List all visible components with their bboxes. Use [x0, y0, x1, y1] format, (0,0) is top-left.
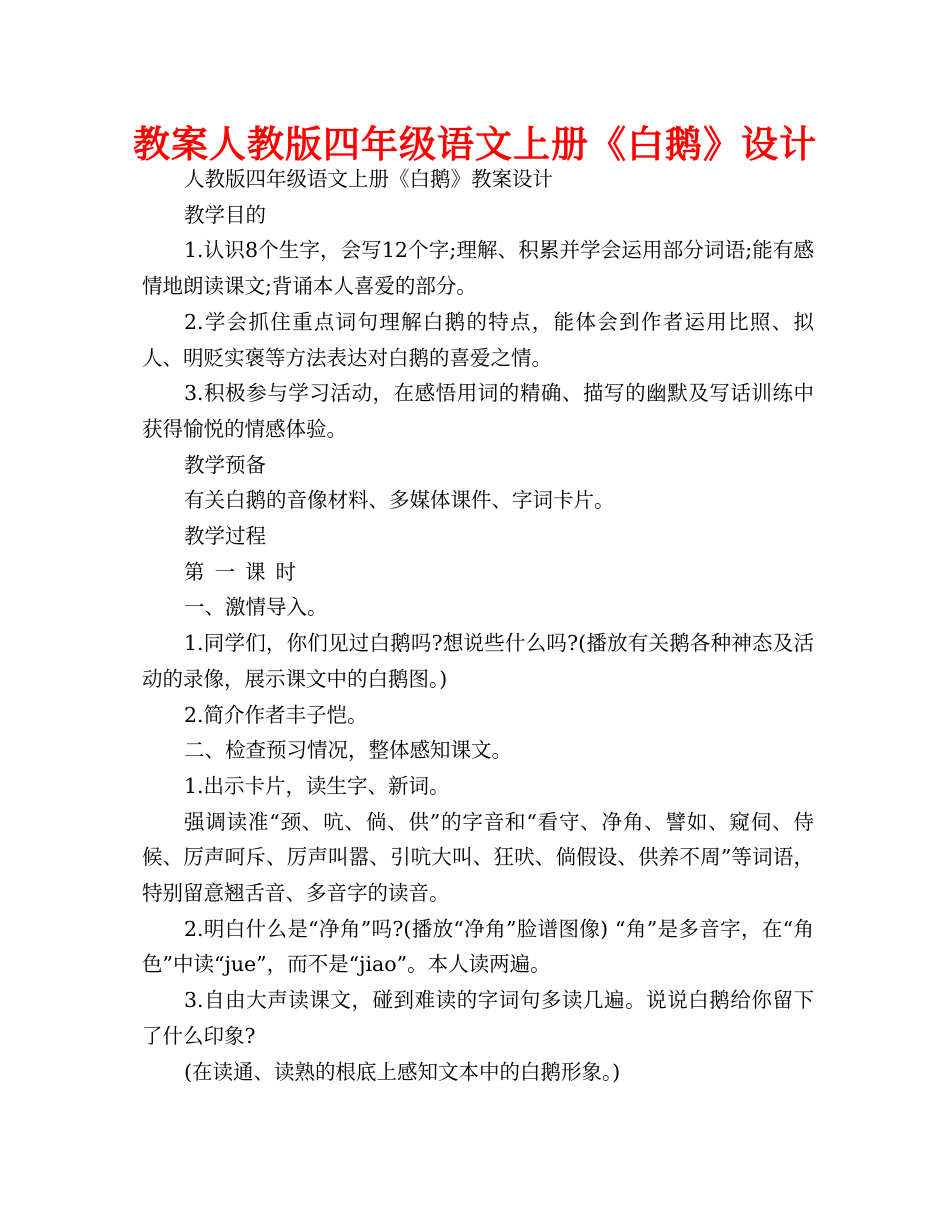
step-heading-2: 二、检查预习情况，整体感知课文。	[184, 738, 512, 763]
document-title: 教案人教版四年级语文上册《白鹅》设计	[133, 123, 817, 166]
document-body	[142, 162, 814, 1090]
step-paragraph-2-1: 1.出示卡片，读生字、新词。	[184, 773, 450, 798]
subtitle-paragraph: 人教版四年级语文上册《白鹅》教案设计	[184, 167, 553, 191]
step-heading-1: 一、激情导入。	[184, 595, 328, 620]
step-paragraph-1-1: 1.同学们，你们见过白鹅吗?想说些什么吗?(播放有关鹅各种神态及活动的录像，展示课文中的白鹅图。)	[142, 631, 814, 691]
step-paragraph-1-2: 2.简介作者丰子恺。	[184, 702, 368, 727]
step-paragraph-2-2: 2.明白什么是“净角”吗?(播放“净角”脸谱图像) “角”是多音字，在“角色”中读“jue”，而不是“jiao”。本人读两遍。	[142, 916, 814, 977]
objective-paragraph-1: 1.认识8个生字，会写12个字;理解、积累并学会运用部分词语;能有感情地朗读课文;背诵本人喜爱的部分。	[142, 238, 814, 299]
section-heading-process: 教学过程	[184, 524, 266, 549]
preparation-paragraph: 有关白鹅的音像材料、多媒体课件、字词卡片。	[184, 488, 615, 513]
step-paragraph-2-3-note: (在读通、读熟的根底上感知文本中的白鹅形象。)	[184, 1059, 621, 1084]
step-paragraph-2-1-detail: 强调读准“颈、吭、倘、供”的字音和“看守、净角、譬如、窥伺、侍候、厉声呵斥、厉声叫嚣、引吭大叫、狂吠、倘假设、供养不周”等词语，特别留意翘舌音、多音字的读音。	[142, 809, 814, 906]
section-heading-objectives: 教学目的	[184, 202, 266, 227]
step-paragraph-2-3: 3.自由大声读课文，碰到难读的字词句多读几遍。说说白鹅给你留下了什么印象?	[142, 988, 814, 1048]
objective-paragraph-3: 3.积极参与学习活动，在感悟用词的精确、描写的幽默及写话训练中获得愉悦的情感体验。	[142, 381, 814, 441]
objective-paragraph-2: 2.学会抓住重点词句理解白鹅的特点，能体会到作者运用比照、拟人、明贬实褒等方法表达对白鹅的喜爱之情。	[142, 309, 814, 370]
lesson-period-heading: 第一课时	[184, 559, 306, 584]
section-heading-preparation: 教学预备	[184, 452, 266, 477]
